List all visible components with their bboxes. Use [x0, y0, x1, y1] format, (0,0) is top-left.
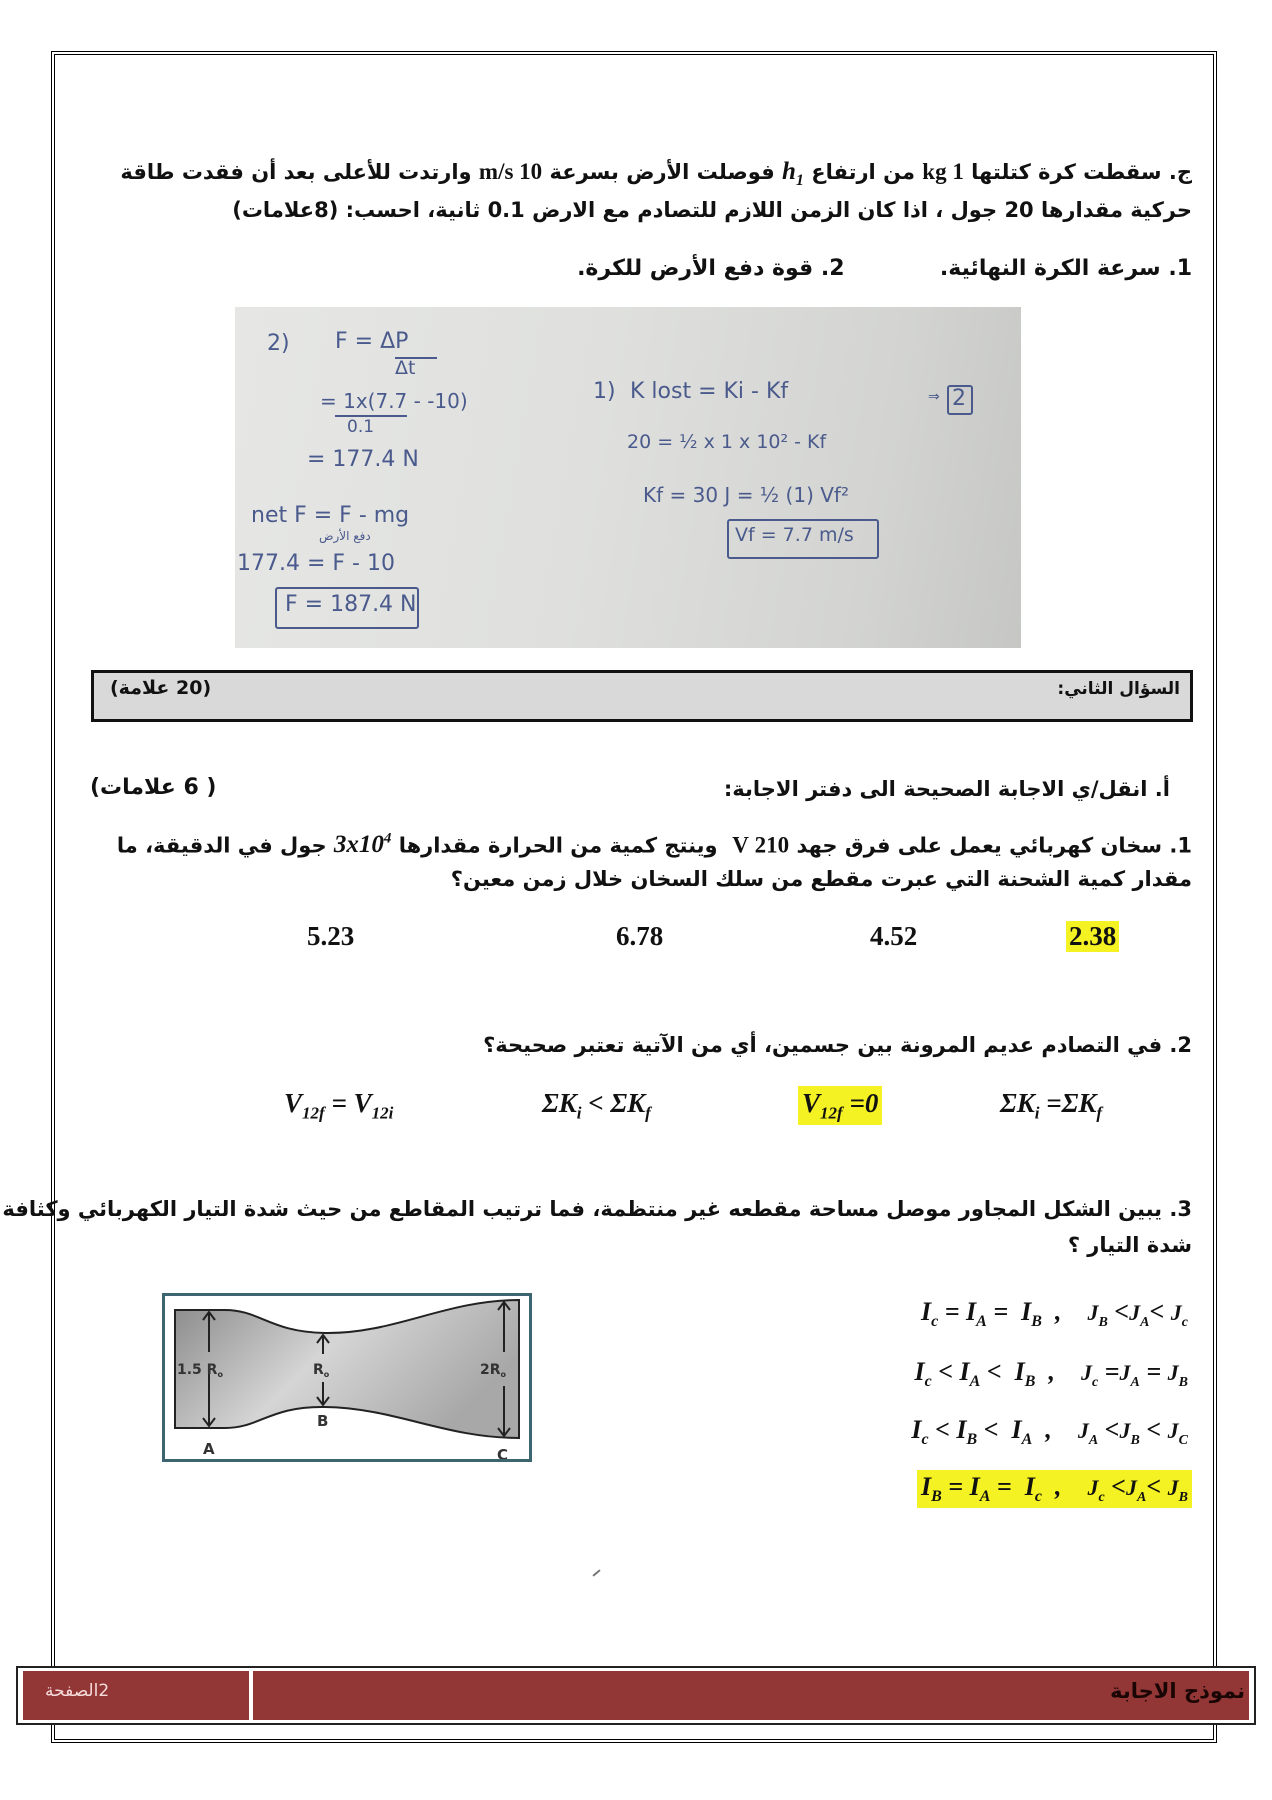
q3-option-1[interactable]: $I_c = I_A = I_B$ , $J_B <J_A< J_c$: [920, 1297, 1188, 1331]
hw-final-velocity: Vf = 7.7 m/s: [735, 524, 854, 546]
q1-suffix: جول في الدقيقة، ما: [116, 833, 327, 858]
q1-option-4[interactable]: 5.23: [307, 921, 355, 951]
q3-line1: 3. يبين الشكل المجاور موصل مساحة مقطعه غير منتظمة، فما ترتيب المقاطع من حيث شدة التيار الكهربائي وكثافة: [2, 1197, 1192, 1221]
hw-mark: 2: [952, 386, 966, 411]
question-two-label: السؤال الثاني:: [1057, 679, 1180, 699]
part-a-marks: ( 6 علامات): [90, 775, 217, 800]
q1-heat-value: $3x10^4$: [333, 831, 392, 859]
hw-f-eq: F = ΔP: [335, 329, 409, 354]
hw-result-1: = 177.4 N: [307, 447, 419, 472]
conductor-diagram: [165, 1296, 529, 1459]
q2-option-3[interactable]: $\Sigma K_i < \Sigma K_f$: [542, 1088, 651, 1123]
question-c-mid: من ارتفاع: [811, 160, 915, 184]
hw-substitution: = 1x(7.7 - -10): [320, 389, 468, 413]
q3-option-3[interactable]: $I_c < I_B < I_A$ , $J_A <J_B < J_C$: [911, 1415, 1188, 1449]
question-two-marks: (20 علامة): [110, 677, 212, 699]
q3-line2: شدة التيار ؟: [1067, 1233, 1192, 1257]
q3-option-2[interactable]: $I_c < I_A < I_B$ , $J_c =J_A = J_B$: [914, 1357, 1188, 1391]
hw-k-lost: K lost = Ki - Kf: [630, 379, 789, 404]
label-b-height: $R_o$: [313, 1362, 330, 1379]
question-c-line1: [120, 158, 1192, 190]
hw-dt: Δt: [395, 357, 416, 379]
hw-part1-label: 1): [593, 379, 616, 404]
height-symbol: $h_1$: [782, 158, 804, 189]
point-a: A: [203, 1440, 215, 1458]
question-c-items: [577, 256, 1192, 281]
q1-line1: [117, 831, 1192, 859]
q2-option-4[interactable]: $V_{12f} = V_{12i}$: [284, 1088, 394, 1123]
q1-option-2[interactable]: 4.52: [870, 921, 918, 951]
question-c-suffix: وارتدت للأعلى بعد أن فقدت طاقة: [120, 160, 472, 184]
hw-net-force-sub: دفع الأرض: [319, 529, 371, 543]
point-b: B: [317, 1412, 329, 1430]
q1-prefix: 1. سخان كهربائي يعمل على فرق جهد: [796, 833, 1192, 858]
conductor-figure: [162, 1293, 532, 1462]
question-c-line2: حركية مقدارها 20 جول ، اذا كان الزمن اللازم للتصادم مع الارض 0.1 ثانية، احسب: (8علامات): [232, 198, 1192, 222]
hw-final-force: F = 187.4 N: [285, 592, 417, 617]
footer-bar: [16, 1666, 1256, 1725]
q1-voltage: 210 V: [732, 832, 790, 858]
hw-denominator: 0.1: [347, 417, 375, 437]
q2-text: 2. في التصادم عديم المرونة بين جسمين، أي من الآتية تعتبر صحيحة؟: [483, 1033, 1192, 1057]
handwritten-solution-image: [235, 307, 1021, 648]
q3-option-4[interactable]: $I_B = I_A = I_c$ , $J_c <J_A< J_B$: [917, 1470, 1192, 1508]
label-c-height: $2R_o$: [480, 1362, 507, 1379]
conductor-shape: [175, 1300, 519, 1438]
speed-value: 10 m/s: [478, 159, 543, 184]
q1-mid: وينتج كمية من الحرارة مقدارها: [398, 833, 718, 858]
point-c: C: [497, 1446, 509, 1459]
footer-page-cell: [23, 1671, 249, 1720]
hw-part2-label: 2): [267, 331, 290, 356]
footer-title: نموذج الاجابة: [1110, 1679, 1245, 1703]
q1-option-1[interactable]: 2.38: [1066, 921, 1119, 952]
question-c-mid2: فوصلت الأرض بسرعة: [549, 160, 775, 184]
hw-equation-2: 177.4 = F - 10: [237, 551, 395, 576]
label-a-height: 1.5 $R_o$: [177, 1362, 223, 1379]
q1-option-3[interactable]: 6.78: [616, 921, 664, 951]
mass-value: 1 kg: [922, 159, 964, 184]
part-a-label: أ. انقل/ي الاجابة الصحيحة الى دفتر الاجابة:: [723, 777, 1170, 801]
hw-kf: Kf = 30 J = ½ (1) Vf²: [643, 483, 849, 507]
footer-title-cell: [253, 1671, 1249, 1720]
hw-arrow-mark: ⇒: [928, 389, 940, 405]
q2-option-2[interactable]: $V_{12f} =0$: [798, 1086, 882, 1125]
question-c-prefix: ج. سقطت كرة كتلتها: [971, 160, 1192, 184]
q2-option-1[interactable]: $\Sigma K_i =\Sigma K_f$: [1000, 1088, 1103, 1123]
footer-page-number: 2الصفحة: [45, 1681, 110, 1701]
hw-net-force: net F = F - mg: [251, 503, 410, 528]
question-two-header: [91, 670, 1193, 722]
item-1: 1. سرعة الكرة النهائية.: [939, 256, 1192, 281]
q1-line2: مقدار كمية الشحنة التي عبرت مقطع من سلك السخان خلال زمن معين؟: [450, 867, 1192, 891]
item-2: 2. قوة دفع الأرض للكرة.: [577, 256, 845, 281]
hw-equation-20: 20 = ½ x 1 x 10² - Kf: [627, 431, 827, 453]
